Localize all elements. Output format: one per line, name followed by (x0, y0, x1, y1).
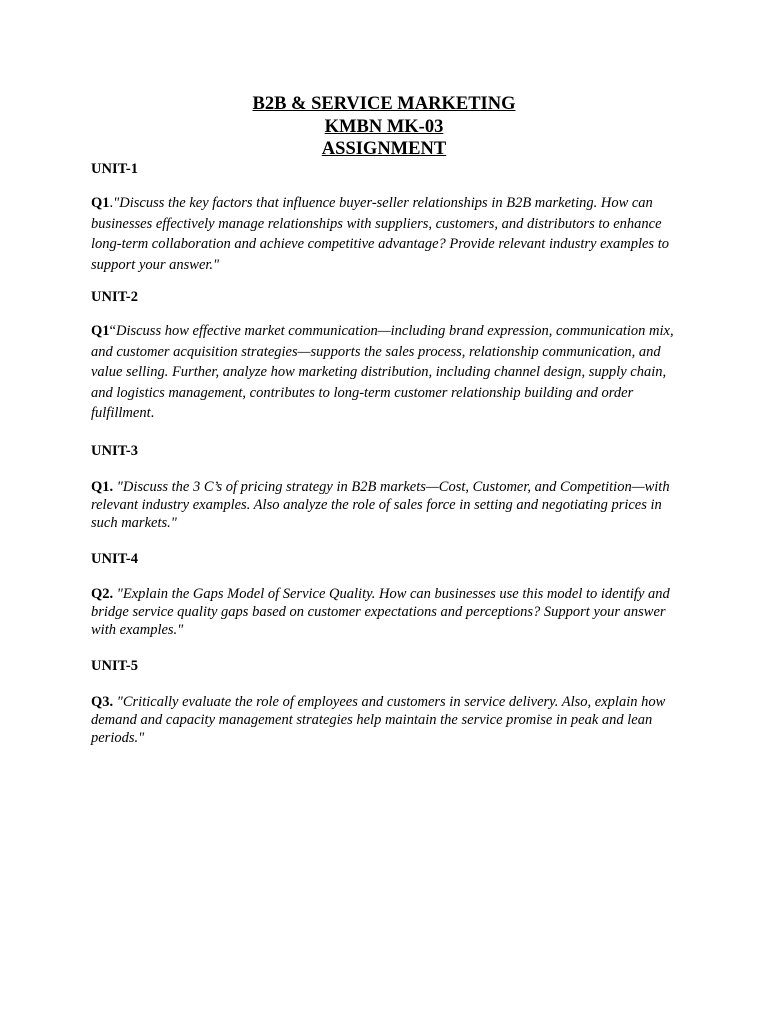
question-text: "Explain the Gaps Model of Service Quality. How can businesses use this model to identify and bridge service quality gaps based on customer expectations and perceptions? Support your answer with examples." (91, 586, 670, 638)
unit-3-heading: UNIT-3 (91, 443, 139, 459)
question-number: Q3. (91, 694, 114, 710)
unit-3-question (91, 479, 685, 532)
unit-2-question (91, 321, 685, 424)
question-number: Q1 (91, 323, 110, 339)
unit-5-heading: UNIT-5 (91, 658, 139, 674)
unit-2-heading: UNIT-2 (91, 289, 139, 305)
title-course-code: KMBN MK-03 (324, 116, 444, 137)
unit-1-heading: UNIT-1 (91, 161, 139, 177)
question-number: Q1 (91, 195, 110, 211)
question-text: "Discuss the key factors that influence buyer-seller relationships in B2B marketing. How can businesses effectively manage relationships with suppliers, customers, and distributors to enhance long-term collaboration and achieve competitive advantage? Provide relevant industry examples to support your answer." (91, 195, 669, 273)
document-title (0, 93, 768, 161)
question-number: Q2. (91, 586, 114, 602)
unit-4-heading: UNIT-4 (91, 551, 139, 567)
question-end: . (150, 405, 155, 421)
title-assignment: ASSIGNMENT (321, 139, 447, 159)
question-separator: “ (109, 323, 116, 339)
unit-4-question (91, 586, 685, 639)
unit-1-question (91, 193, 685, 275)
question-text: "Critically evaluate the role of employees and customers in service delivery. Also, explain how demand and capacity management strategies help maintain the service promise in peak and lean periods." (91, 694, 666, 746)
question-number: Q1. (91, 479, 114, 495)
question-text: Discuss how effective market communication—including brand expression, communication mix, and customer acquisition strategies—supports the sales process, relationship communication, and value selling. Further, analyze how marketing distribution, including channel design, supply chain, and logistics management, contributes to long-term customer relationship building and order fulfillment (91, 323, 674, 421)
question-separator: . (109, 195, 114, 211)
unit-5-question (91, 694, 685, 747)
title-course-name: B2B & SERVICE MARKETING (252, 94, 516, 114)
question-text: "Discuss the 3 C’s of pricing strategy in B2B markets—Cost, Customer, and Competition—with relevant industry examples. Also analyze the role of sales force in setting and negotiating prices in such markets." (91, 479, 670, 531)
